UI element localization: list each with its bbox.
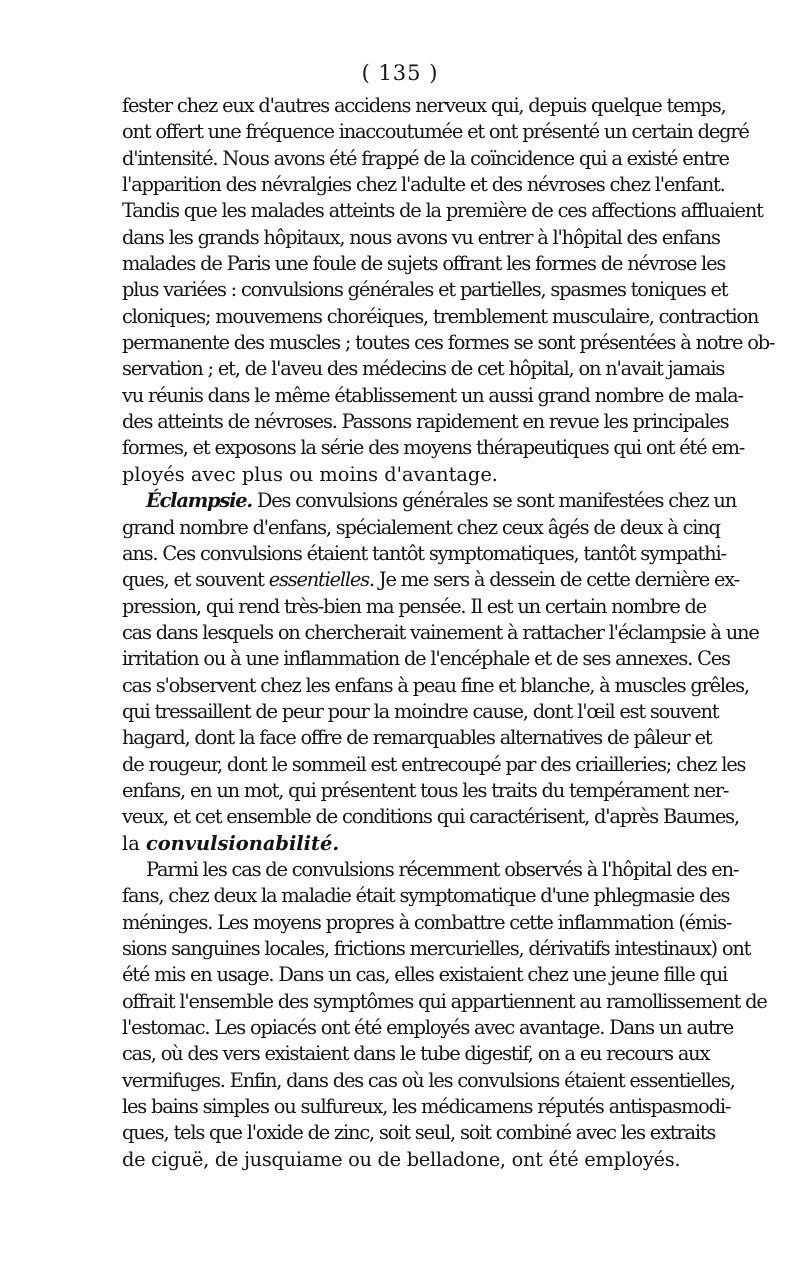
text-line: ques, tels que l'oxide de zinc, soit seul, soit combiné avec les extraits [122,1121,716,1145]
text-line: qui tressaillent de peur pour la moindre cause, dont l'œil est souvent [122,699,719,723]
text-line: des atteints de névroses. Passons rapidement en revue les principales [122,410,729,434]
text-line [122,488,736,514]
text-line: méninges. Les moyens propres à combattre cette inflammation (émis- [122,910,732,934]
text-line [122,831,682,857]
text-line: veux, et cet ensemble de conditions qui caractérisent, d'après Baumes, [122,805,739,829]
text-line: de ciguë, de jusquiame ou de belladone, ont été employés. [122,1147,681,1171]
text-line: de rougeur, dont le sommeil est entrecoupé par des criailleries; chez les [122,752,746,776]
text-line: l'apparition des névralgies chez l'adulte et des névroses chez l'enfant. [122,173,725,197]
text-line: servation ; et, de l'aveu des médecins de cet hôpital, on n'avait jamais [122,357,725,381]
text-line: enfans, en un mot, qui présentent tous les traits du tempérament ner- [122,778,729,802]
text-line: sions sanguines locales, frictions mercurielles, dérivatifs intestinaux) ont [122,937,751,960]
text-line: cas, où des vers existaient dans le tube digestif, on a eu recours aux [122,1042,710,1066]
text-line: ans. Ces convulsions étaient tantôt symptomatiques, tantôt sympathi- [122,541,726,565]
text-line [122,567,740,593]
text-line: ont offert une fréquence inaccoutumée et ont présenté un certain degré [122,120,749,144]
text-line: offrait l'ensemble des symptômes qui appartiennent au ramollissement de [122,989,767,1013]
text-line: l'estomac. Les opiacés ont été employés avec avantage. Dans un autre [122,1016,734,1040]
paragraph [122,857,767,1173]
text-line: vermifuges. Enfin, dans des cas où les convulsions étaient essentielles, [122,1068,735,1092]
italic-term: convulsionabilité. [145,831,340,855]
text-line: malades de Paris une foule de sujets offrant les formes de névrose les [122,252,726,276]
text-line: fester chez eux d'autres accidens nerveux qui, depuis quelque temps, [122,94,726,117]
section-heading: Éclampsie. [146,489,252,513]
page-number: ( 135 ) [361,61,439,85]
text-fragment: ques, et souvent [122,568,269,592]
text-line: hagard, dont la face offre de remarquables alternatives de pâleur et [122,726,712,750]
italic-term: essentielles. [268,568,374,592]
text-line: permanente des muscles ; toutes ces formes se sont présentées à notre ob- [122,331,775,355]
text-line: cloniques; mouvemens choréiques, tremblement musculaire, contraction [122,304,759,328]
text-line: d'intensité. Nous avons été frappé de la coïncidence qui a existé entre [122,146,729,170]
paragraph [122,93,775,488]
text-line: vu réunis dans le même établissement un aussi grand nombre de mala- [122,383,743,407]
text-line: cas dans lesquels on chercherait vainement à rattacher l'éclampsie à une [122,620,759,644]
text-line: dans les grands hôpitaux, nous avons vu entrer à l'hôpital des enfans [122,225,720,249]
text-line: fans, chez deux la maladie était symptomatique d'une phlegmasie des [122,884,730,908]
text-line: Parmi les cas de convulsions récemment observés à l'hôpital des en- [146,857,739,881]
text-line: grand nombre d'enfans, spécialement chez ceux âgés de deux à cinq [122,515,720,539]
text-line: pression, qui rend très-bien ma pensée. Il est un certain nombre de [122,594,707,618]
text-line: ployés avec plus ou moins d'avantage. [122,462,498,486]
text-line: été mis en usage. Dans un cas, elles existaient chez une jeune fille qui [122,963,728,987]
paragraph [122,488,759,857]
text-fragment: Je me sers à dessein de cette dernière ex- [373,568,740,592]
text-line: les bains simples ou sulfureux, les médicamens réputés antispasmodi- [122,1095,731,1119]
text-fragment: la [122,831,146,855]
text-line: Tandis que les malades atteints de la première de ces affections affluaient [122,199,763,223]
body-text [122,93,775,1173]
text-line: cas s'observent chez les enfans à peau fine et blanche, à muscles grêles, [122,673,749,697]
text-line: formes, et exposons la série des moyens thérapeutiques qui ont été em- [122,436,745,460]
text-fragment: Des convulsions générales se sont manifestées chez un [251,489,736,513]
text-line: irritation ou à une inflammation de l'encéphale et de ses annexes. Ces [122,647,730,671]
text-line: plus variées : convulsions générales et partielles, spasmes toniques et [122,278,728,302]
